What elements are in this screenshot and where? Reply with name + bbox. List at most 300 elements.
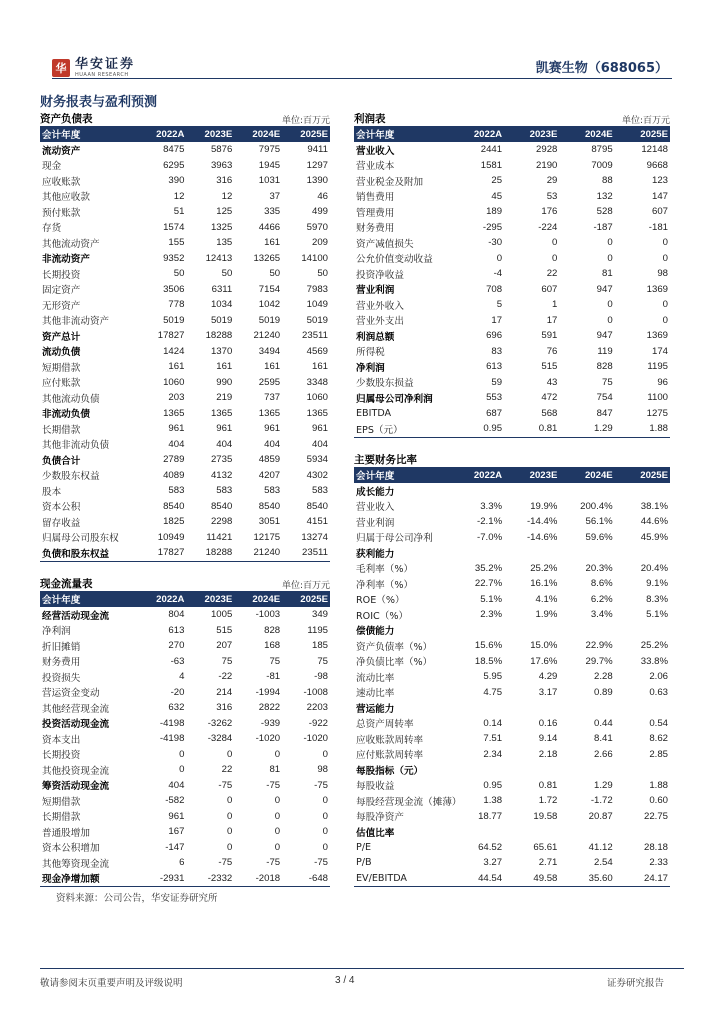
table-row bbox=[40, 871, 330, 887]
table-row bbox=[40, 375, 330, 391]
row-label: ROE（%） bbox=[356, 595, 405, 607]
header-year: 2023E bbox=[186, 591, 234, 607]
row-value: 1365 bbox=[163, 407, 185, 419]
row-value: -14.4% bbox=[526, 516, 558, 528]
row-value bbox=[559, 762, 614, 778]
row-label: 投资净收益 bbox=[356, 269, 404, 281]
row-label: 非流动负债 bbox=[42, 409, 90, 421]
row-value: 161 bbox=[216, 361, 233, 373]
row-label: 短期借款 bbox=[42, 362, 81, 374]
row-value: 8.62 bbox=[649, 733, 668, 745]
row-value: 17.6% bbox=[530, 655, 558, 667]
row-label: 净利润 bbox=[356, 362, 385, 374]
row-value: -30 bbox=[488, 237, 503, 249]
header-year: 2024E bbox=[559, 126, 614, 142]
row-label: EV/EBITDA bbox=[356, 872, 407, 884]
row-value: 43 bbox=[546, 376, 558, 388]
table-row bbox=[40, 607, 330, 623]
row-value: 591 bbox=[541, 330, 558, 342]
row-label: 投资损失 bbox=[42, 672, 81, 684]
row-label: 折旧摊销 bbox=[42, 641, 81, 653]
row-value: 203 bbox=[168, 392, 185, 404]
row-value: 20.3% bbox=[585, 562, 613, 574]
row-value: 45 bbox=[491, 190, 503, 202]
row-value bbox=[559, 483, 614, 499]
row-value: 754 bbox=[596, 392, 613, 404]
row-value: 8540 bbox=[258, 500, 281, 512]
row-value: 44.6% bbox=[640, 516, 668, 528]
row-label: 估值比率 bbox=[356, 827, 395, 839]
row-value: 3.17 bbox=[538, 686, 558, 698]
row-label: 销售费用 bbox=[356, 192, 395, 204]
row-value: -922 bbox=[308, 717, 328, 729]
table-row bbox=[40, 344, 330, 360]
table-row bbox=[354, 530, 670, 546]
header-label: 会计年度 bbox=[40, 591, 139, 607]
row-value: 2735 bbox=[210, 454, 233, 466]
row-value: 961 bbox=[311, 423, 328, 435]
row-value: 21240 bbox=[253, 547, 281, 559]
table-row bbox=[40, 778, 330, 794]
row-value: 404 bbox=[216, 438, 233, 450]
row-value bbox=[559, 545, 614, 561]
row-value bbox=[449, 623, 504, 639]
header-year: 2025E bbox=[615, 467, 670, 483]
table-row bbox=[40, 654, 330, 670]
row-label: EPS（元） bbox=[356, 424, 403, 436]
row-value: 6295 bbox=[163, 159, 185, 171]
header-label: 会计年度 bbox=[40, 126, 139, 142]
row-value: 0 bbox=[607, 314, 613, 326]
row-label: 无形资产 bbox=[42, 300, 81, 312]
table-row bbox=[354, 561, 670, 577]
row-value: 613 bbox=[168, 624, 185, 636]
row-value: -63 bbox=[170, 655, 185, 667]
row-value: -75 bbox=[266, 857, 281, 869]
row-value: 12413 bbox=[205, 252, 233, 264]
row-label: 净利润 bbox=[42, 626, 71, 638]
row-value: -20 bbox=[170, 686, 185, 698]
row-value: 0 bbox=[552, 252, 558, 264]
row-value: 8.41 bbox=[594, 733, 613, 745]
row-value: 0 bbox=[662, 299, 668, 311]
company-ticker: 凯赛生物（688065） bbox=[535, 61, 668, 76]
row-value: 4466 bbox=[258, 221, 281, 233]
row-value: 583 bbox=[168, 485, 185, 497]
table-row bbox=[354, 654, 670, 670]
row-value: 2822 bbox=[258, 702, 281, 714]
row-value: 76 bbox=[546, 345, 558, 357]
table-row bbox=[40, 530, 330, 546]
income-statement-panel bbox=[354, 112, 670, 438]
row-value: 0 bbox=[322, 841, 328, 853]
row-value bbox=[504, 762, 559, 778]
row-value: 335 bbox=[264, 206, 281, 218]
table-row bbox=[354, 623, 670, 639]
row-value: 1945 bbox=[258, 159, 281, 171]
row-label: 归属母公司净利润 bbox=[356, 393, 433, 405]
row-value: 6311 bbox=[211, 283, 233, 295]
financial-ratios-table bbox=[354, 467, 670, 887]
income-statement-unit: 单位:百万元 bbox=[621, 116, 670, 126]
row-label: 营业成本 bbox=[356, 161, 395, 173]
row-value: 18.77 bbox=[478, 810, 503, 822]
row-value: -1020 bbox=[303, 733, 328, 745]
row-value: 12148 bbox=[641, 144, 668, 156]
row-value: 1365 bbox=[210, 407, 233, 419]
row-value: 7009 bbox=[591, 159, 613, 171]
table-row bbox=[40, 359, 330, 375]
row-value: 1581 bbox=[480, 159, 503, 171]
row-value: 17827 bbox=[157, 330, 185, 342]
row-value bbox=[615, 762, 670, 778]
row-value: 2298 bbox=[210, 516, 233, 528]
row-value bbox=[504, 824, 559, 840]
header-label: 会计年度 bbox=[354, 126, 449, 142]
table-row bbox=[354, 313, 670, 329]
row-label: 毛利率（%） bbox=[356, 564, 414, 576]
row-value: -75 bbox=[218, 857, 233, 869]
logo-english: HUAAN RESEARCH bbox=[75, 72, 129, 78]
table-row bbox=[354, 328, 670, 344]
balance-sheet-title: 资产负债表 bbox=[40, 113, 93, 125]
row-value: 56.1% bbox=[585, 516, 613, 528]
table-row bbox=[40, 189, 330, 205]
row-value: 2.34 bbox=[483, 748, 503, 760]
table-row bbox=[354, 809, 670, 825]
table-row bbox=[40, 499, 330, 515]
row-label: P/E bbox=[356, 841, 372, 853]
row-value: -1003 bbox=[255, 609, 281, 621]
row-value: 0 bbox=[274, 841, 281, 853]
row-value: 3.4% bbox=[590, 609, 613, 621]
row-value bbox=[559, 700, 614, 716]
row-value: 0 bbox=[226, 826, 233, 838]
row-value: 0 bbox=[662, 237, 668, 249]
row-label: 其他非流动资产 bbox=[42, 316, 110, 328]
row-value: 1195 bbox=[307, 624, 328, 636]
row-value: 75 bbox=[602, 376, 613, 388]
row-value: 59 bbox=[491, 376, 503, 388]
row-value: 214 bbox=[216, 686, 233, 698]
row-value: 1369 bbox=[646, 330, 668, 342]
income-statement-heading bbox=[354, 112, 670, 126]
row-value: 20.4% bbox=[640, 562, 668, 574]
row-value: 161 bbox=[311, 361, 328, 373]
header-year: 2025E bbox=[615, 126, 670, 142]
row-value: 947 bbox=[596, 330, 613, 342]
row-value: 1100 bbox=[647, 392, 668, 404]
table-row bbox=[40, 437, 330, 453]
row-value: 22.75 bbox=[643, 810, 668, 822]
row-label: 资产总计 bbox=[42, 331, 81, 343]
row-value: 4151 bbox=[306, 516, 328, 528]
table-row bbox=[354, 514, 670, 530]
row-value: 4569 bbox=[306, 345, 328, 357]
row-value: 778 bbox=[168, 299, 185, 311]
row-value: 961 bbox=[216, 423, 233, 435]
row-value: 50 bbox=[173, 268, 185, 280]
row-value: 14100 bbox=[301, 252, 328, 264]
table-row bbox=[354, 344, 670, 360]
row-value: -648 bbox=[308, 872, 328, 884]
table-row bbox=[40, 313, 330, 329]
row-label: 筹资活动现金流 bbox=[42, 781, 110, 793]
row-value: -81 bbox=[266, 671, 281, 683]
row-value: 8475 bbox=[163, 144, 185, 156]
row-value: 0 bbox=[274, 748, 281, 760]
header-year: 2023E bbox=[504, 467, 559, 483]
row-value: 22 bbox=[221, 764, 233, 776]
header-year: 2022A bbox=[139, 126, 187, 142]
row-value: 0.54 bbox=[649, 717, 668, 729]
row-value: 1.88 bbox=[649, 779, 668, 791]
row-value: 0 bbox=[322, 826, 328, 838]
row-value: 3051 bbox=[258, 516, 281, 528]
row-value: 404 bbox=[168, 438, 185, 450]
footer-disclaimer: 敬请参阅末页重要声明及评级说明 bbox=[40, 978, 183, 989]
row-value: 8540 bbox=[210, 500, 233, 512]
table-row bbox=[354, 483, 670, 499]
table-row bbox=[40, 855, 330, 871]
table-row bbox=[354, 747, 670, 763]
row-value: 75 bbox=[269, 655, 281, 667]
balance-sheet-heading bbox=[40, 112, 330, 126]
income-statement-table bbox=[354, 126, 670, 438]
row-label: EBITDA bbox=[356, 407, 392, 419]
row-value: 3506 bbox=[163, 283, 185, 295]
header-year: 2025E bbox=[282, 126, 330, 142]
logo-name: 华安证券 bbox=[75, 57, 136, 72]
row-value: 8540 bbox=[306, 500, 328, 512]
row-value: 1042 bbox=[258, 299, 281, 311]
row-value: 81 bbox=[269, 764, 281, 776]
row-value: -295 bbox=[482, 221, 503, 233]
row-value: 804 bbox=[168, 609, 185, 621]
row-value: 1825 bbox=[163, 516, 185, 528]
row-value: 22.9% bbox=[585, 640, 613, 652]
table-row bbox=[354, 545, 670, 561]
row-label: 资产减值损失 bbox=[356, 238, 414, 250]
row-value: 0.63 bbox=[649, 686, 668, 698]
row-value: 528 bbox=[596, 206, 613, 218]
row-value: 12 bbox=[173, 190, 185, 202]
table-row bbox=[354, 716, 670, 732]
table-row bbox=[40, 235, 330, 251]
row-value: 515 bbox=[541, 361, 558, 373]
table-row bbox=[354, 700, 670, 716]
row-label: P/B bbox=[356, 857, 372, 869]
row-value: -75 bbox=[314, 857, 328, 869]
row-label: 其他非流动负债 bbox=[42, 440, 110, 452]
row-value: 38.1% bbox=[640, 500, 668, 512]
table-header-row bbox=[354, 126, 670, 142]
row-label: 每股指标（元） bbox=[356, 765, 424, 777]
financial-ratios-heading bbox=[354, 453, 670, 467]
row-label: 其他投资现金流 bbox=[42, 765, 110, 777]
row-value bbox=[615, 483, 670, 499]
table-row bbox=[40, 545, 330, 561]
row-label: 其他应收款 bbox=[42, 192, 90, 204]
row-value: -181 bbox=[648, 221, 668, 233]
row-value: 708 bbox=[486, 283, 503, 295]
row-label: 长期借款 bbox=[42, 424, 81, 436]
row-value: 9411 bbox=[307, 144, 328, 156]
row-label: 其他流动负债 bbox=[42, 393, 100, 405]
row-label: 应付账款 bbox=[42, 378, 81, 390]
header-year: 2022A bbox=[139, 591, 187, 607]
row-value: 50 bbox=[269, 268, 281, 280]
row-value: 270 bbox=[168, 640, 185, 652]
row-label: 存货 bbox=[42, 223, 62, 235]
row-value: 1049 bbox=[306, 299, 328, 311]
row-label: 成长能力 bbox=[356, 486, 395, 498]
row-value: 0.44 bbox=[594, 717, 613, 729]
row-label: 少数股东损益 bbox=[356, 378, 414, 390]
row-value: 1390 bbox=[306, 175, 328, 187]
row-value bbox=[449, 700, 504, 716]
row-label: 利润总额 bbox=[356, 331, 395, 343]
row-label: 营运能力 bbox=[356, 703, 395, 715]
row-label: 财务费用 bbox=[42, 657, 81, 669]
row-value: 607 bbox=[541, 283, 558, 295]
row-value: 207 bbox=[216, 640, 233, 652]
row-value: 7983 bbox=[306, 283, 328, 295]
balance-sheet-panel bbox=[40, 112, 330, 562]
row-value: 21240 bbox=[253, 330, 281, 342]
row-value: 1275 bbox=[646, 407, 668, 419]
row-label: 流动比率 bbox=[356, 672, 395, 684]
row-value: 20.87 bbox=[588, 810, 613, 822]
row-value: 4859 bbox=[258, 454, 281, 466]
row-value: 5 bbox=[496, 299, 503, 311]
row-value: 13274 bbox=[301, 531, 328, 543]
row-value: 404 bbox=[168, 779, 185, 791]
table-row bbox=[354, 669, 670, 685]
row-value: 4.29 bbox=[538, 671, 558, 683]
row-value: 98 bbox=[317, 764, 328, 776]
row-value: 961 bbox=[264, 423, 281, 435]
row-value: 568 bbox=[541, 407, 558, 419]
table-row bbox=[40, 669, 330, 685]
row-value: 9668 bbox=[646, 159, 668, 171]
row-value: 50 bbox=[317, 268, 328, 280]
row-label: 负债和股东权益 bbox=[42, 548, 110, 560]
row-value: 847 bbox=[596, 407, 613, 419]
table-row bbox=[354, 421, 670, 437]
row-value: 33.8% bbox=[640, 655, 668, 667]
table-header-row bbox=[40, 591, 330, 607]
header-year: 2025E bbox=[282, 591, 330, 607]
row-value: 23511 bbox=[302, 547, 328, 559]
table-row bbox=[354, 375, 670, 391]
row-value: 583 bbox=[311, 485, 328, 497]
row-label: 所得税 bbox=[356, 347, 385, 359]
table-row bbox=[354, 359, 670, 375]
row-value: -187 bbox=[593, 221, 613, 233]
table-row bbox=[354, 220, 670, 236]
table-row bbox=[354, 251, 670, 267]
row-label: 现金净增加额 bbox=[42, 874, 100, 886]
row-value: 0 bbox=[607, 252, 613, 264]
row-value: 29.7% bbox=[585, 655, 613, 667]
row-value: 200.4% bbox=[580, 500, 613, 512]
row-value: 990 bbox=[216, 376, 233, 388]
row-value: -14.6% bbox=[526, 531, 558, 543]
row-value: 125 bbox=[216, 206, 233, 218]
row-value: 0 bbox=[274, 795, 281, 807]
row-value: 0 bbox=[496, 252, 503, 264]
row-label: 流动负债 bbox=[42, 347, 81, 359]
table-row bbox=[40, 685, 330, 701]
header-year: 2024E bbox=[234, 591, 282, 607]
row-label: 速动比率 bbox=[356, 688, 395, 700]
table-row bbox=[354, 204, 670, 220]
table-row bbox=[354, 266, 670, 282]
row-label: 长期借款 bbox=[42, 812, 81, 824]
row-value: -75 bbox=[266, 779, 281, 791]
row-value bbox=[449, 824, 504, 840]
row-value: 35.60 bbox=[588, 872, 613, 884]
header-label: 会计年度 bbox=[354, 467, 449, 483]
row-value: 5876 bbox=[210, 144, 233, 156]
row-label: 公允价值变动收益 bbox=[356, 254, 433, 266]
row-value: 75 bbox=[221, 655, 233, 667]
row-value: 3348 bbox=[306, 376, 328, 388]
row-label: 营业利润 bbox=[356, 285, 395, 297]
row-label: 应付账款周转率 bbox=[356, 750, 424, 762]
row-value bbox=[504, 700, 559, 716]
row-value: 219 bbox=[216, 392, 233, 404]
row-label: 净负债比率（%） bbox=[356, 657, 433, 669]
row-value: 7154 bbox=[258, 283, 281, 295]
row-value: -147 bbox=[165, 841, 185, 853]
row-value: 8.3% bbox=[646, 593, 668, 605]
row-value: 23511 bbox=[302, 330, 328, 342]
row-value: 0 bbox=[662, 314, 668, 326]
row-value: 2.06 bbox=[649, 671, 668, 683]
row-label: 普通股增加 bbox=[42, 827, 90, 839]
table-header-row bbox=[40, 126, 330, 142]
cash-flow-unit: 单位:百万元 bbox=[281, 581, 330, 591]
income-statement-title: 利润表 bbox=[354, 113, 386, 125]
row-label: 少数股东权益 bbox=[42, 471, 100, 483]
row-value: 41.12 bbox=[588, 841, 613, 853]
table-row bbox=[40, 406, 330, 422]
row-value: 1195 bbox=[647, 361, 668, 373]
row-value: 1.29 bbox=[594, 423, 613, 435]
row-value: 7.51 bbox=[483, 733, 503, 745]
row-value: 4132 bbox=[210, 469, 233, 481]
row-value: 0 bbox=[274, 826, 281, 838]
row-value: 1034 bbox=[210, 299, 233, 311]
row-value: 25 bbox=[491, 175, 503, 187]
row-value: 49.58 bbox=[533, 872, 558, 884]
row-label: 现金 bbox=[42, 161, 62, 173]
row-value: 4302 bbox=[306, 469, 328, 481]
row-value: 349 bbox=[311, 609, 328, 621]
row-value bbox=[615, 700, 670, 716]
table-row bbox=[354, 576, 670, 592]
row-label: 每股净资产 bbox=[356, 812, 404, 824]
row-value: 37 bbox=[269, 190, 281, 202]
row-value: 1.29 bbox=[594, 779, 613, 791]
header-year: 2024E bbox=[234, 126, 282, 142]
row-value: 632 bbox=[168, 702, 185, 714]
row-value: 316 bbox=[216, 702, 233, 714]
row-value: 189 bbox=[486, 206, 503, 218]
row-value: 687 bbox=[486, 407, 503, 419]
